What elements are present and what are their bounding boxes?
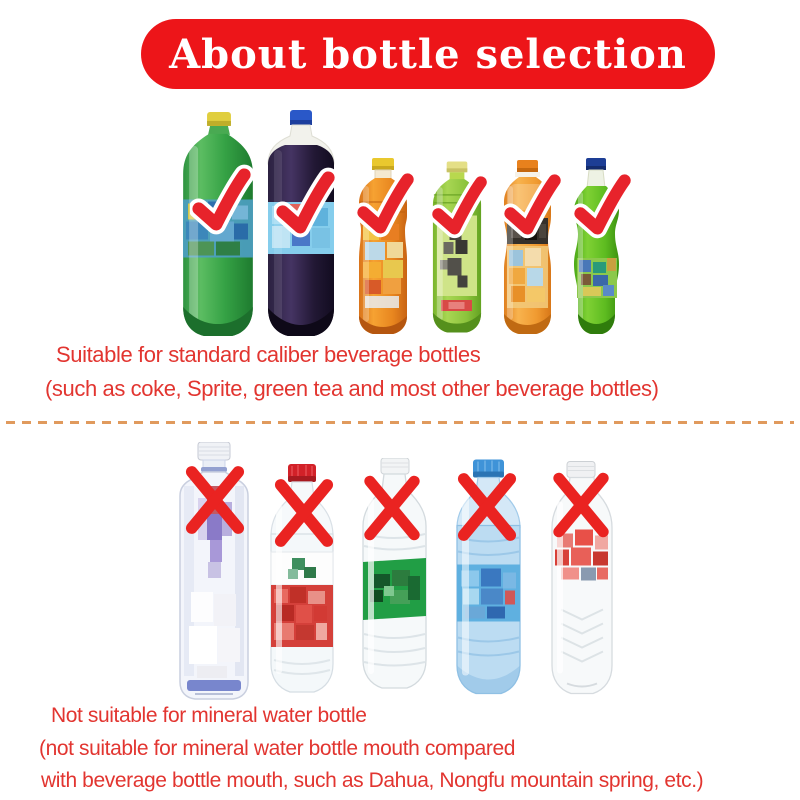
cross-icon (273, 475, 335, 551)
cross-icon (456, 469, 518, 545)
not-suitable-caption-line1: Not suitable for mineral water bottle (51, 704, 367, 727)
check-icon (502, 168, 564, 240)
banner (141, 19, 715, 89)
check-icon (190, 162, 254, 236)
banner-title: About bottle selection (169, 30, 687, 78)
cross-icon (184, 462, 246, 538)
suitable-caption-line2: (such as coke, Sprite, green tea and most other beverage bottles) (45, 376, 659, 401)
check-icon (274, 165, 338, 239)
not-suitable-caption-line2: (not suitable for mineral water bottle mouth compared (39, 737, 516, 760)
check-icon (430, 170, 490, 240)
section-divider (6, 421, 794, 424)
suitable-caption-line1: Suitable for standard caliber beverage bottles (56, 342, 481, 367)
check-icon (355, 167, 417, 239)
cross-icon (362, 472, 422, 544)
not-suitable-caption-line3: with beverage bottle mouth, such as Dahua, Nongfu mountain spring, etc.) (41, 769, 704, 792)
cross-icon (551, 469, 611, 541)
check-icon (572, 168, 634, 240)
